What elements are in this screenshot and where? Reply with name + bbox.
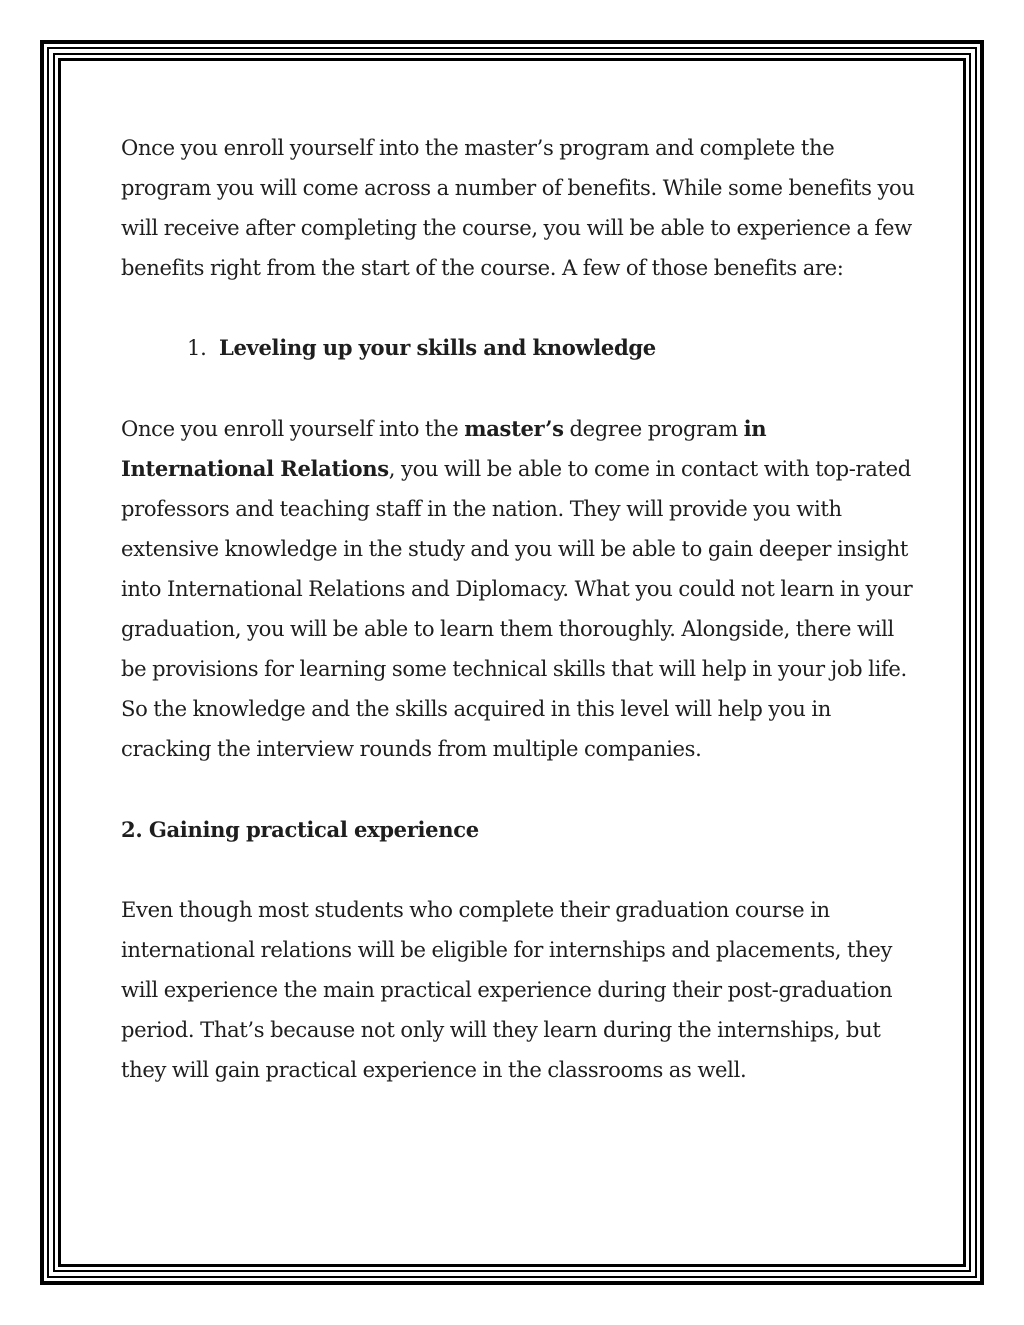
section-2-paragraph: Even though most students who complete their graduation course in international relations will be eligible for internships and placements, they will experience the main practical experience during their post-graduation period. That’s because not only will they learn during the internships, but they will gain practical experience in the classrooms as well. (121, 896, 893, 1083)
section-1-text: , you will be able to come in contact with top-rated professors and teaching staff in the nation. They will provide you with extensive knowledge in the study and you will be able to gain deeper insight into International Relations and Diplomacy. What you could not learn in your graduation, you will be able to learn them thoroughly. Alongside, there will be provisions for learning some technical skills that will help in your job life. So the knowledge and the skills acquired in this level will help you in cracking the interview rounds from multiple companies. (121, 455, 913, 762)
section-2-heading: 2. Gaining practical experience (121, 816, 479, 842)
section-1-text: Once you enroll yourself into the (121, 415, 465, 441)
section-1-number: 1. (187, 335, 207, 361)
intro-paragraph: Once you enroll yourself into the master’s program and complete the program you will come across a number of benefits. While some benefits you will receive after completing the course, you will be able to experience a few benefits right from the start of the course. A few of those benefits are: (121, 135, 915, 281)
document-body (121, 128, 921, 1090)
section-1-paragraph (121, 409, 921, 770)
section-1-bold-text: in International Relations (121, 415, 767, 481)
section-1-heading (121, 328, 921, 368)
section-1-bold-text: master’s (464, 415, 564, 441)
section-1-title: Leveling up your skills and knowledge (219, 335, 656, 361)
section-1-text: degree program (563, 415, 744, 441)
